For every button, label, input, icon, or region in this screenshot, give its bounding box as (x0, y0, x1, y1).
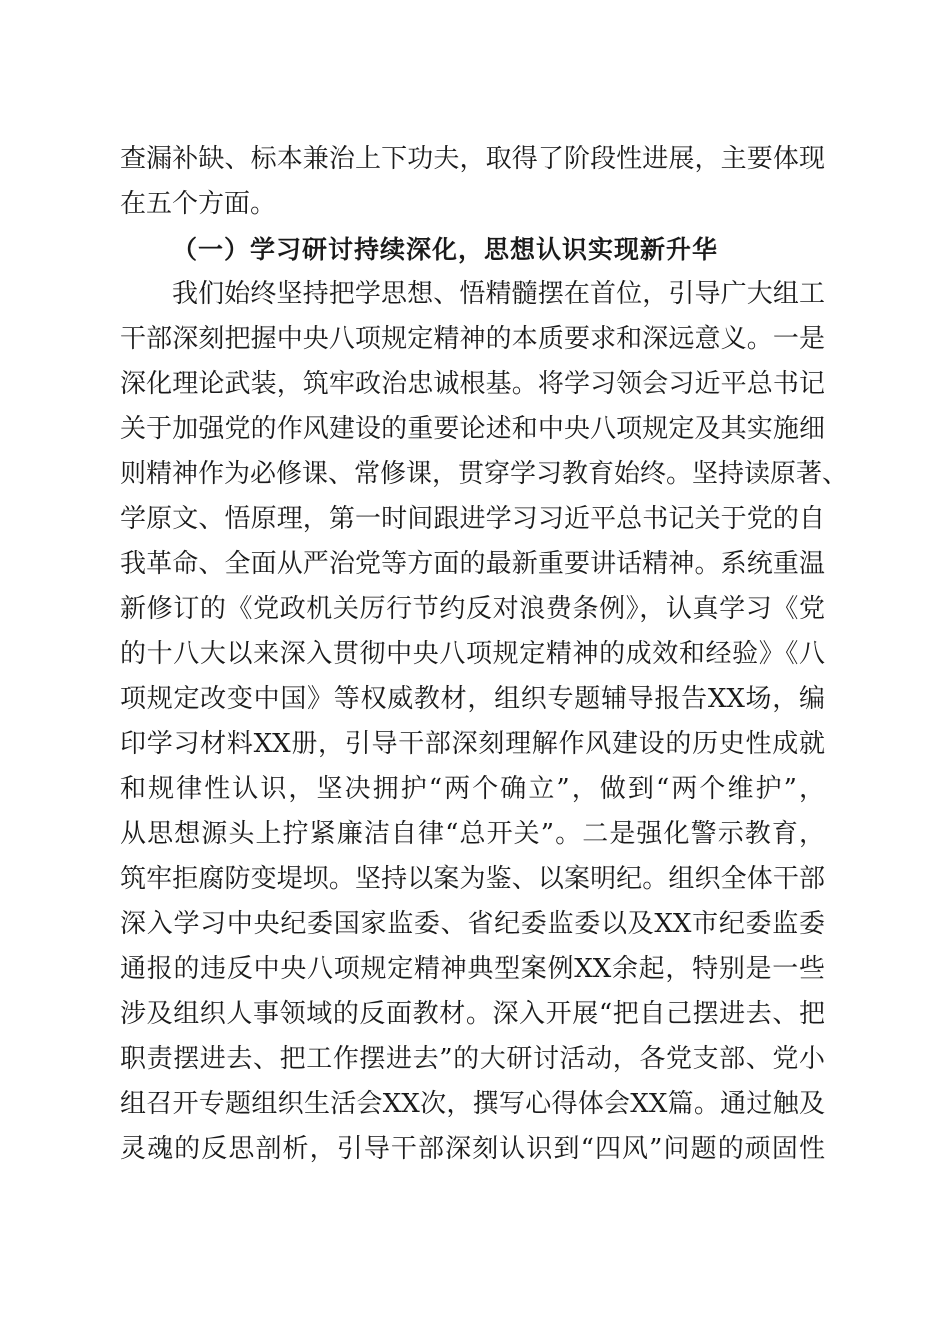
paragraph-line: 灵魂的反思剖析，引导干部深刻认识到“四风”问题的顽固性 (120, 1134, 825, 1164)
paragraph-line: 印学习材料XX册，引导干部深刻理解作风建设的历史性成就 (120, 729, 825, 759)
paragraph-line: 干部深刻把握中央八项规定精神的本质要求和深远意义。一是 (120, 324, 825, 354)
paragraph-line: 项规定改变中国》等权威教材，组织专题辅导报告XX场，编 (120, 684, 825, 714)
paragraph-line: 的十八大以来深入贯彻中央八项规定精神的成效和经验》《八 (120, 639, 825, 669)
paragraph-line: 和规律性认识，坚决拥护“两个确立”，做到“两个维护”， (120, 774, 825, 804)
paragraph-line: 深化理论武装，筑牢政治忠诚根基。将学习领会习近平总书记 (120, 369, 825, 399)
paragraph-line: 我革命、全面从严治党等方面的最新重要讲话精神。系统重温 (120, 549, 825, 579)
paragraph-line: 深入学习中央纪委国家监委、省纪委监委以及XX市纪委监委 (120, 909, 825, 939)
paragraph-line: 查漏补缺、标本兼治上下功夫，取得了阶段性进展，主要体现 (120, 144, 825, 174)
paragraph-line: 新修订的《党政机关厉行节约反对浪费条例》，认真学习《党 (120, 594, 825, 624)
paragraph-line: 职责摆进去、把工作摆进去”的大研讨活动，各党支部、党小 (120, 1044, 825, 1074)
paragraph-line: 关于加强党的作风建设的重要论述和中央八项规定及其实施细 (120, 414, 825, 444)
paragraph-line: 通报的违反中央八项规定精神典型案例XX余起，特别是一些 (120, 954, 825, 984)
paragraph-line: 学原文、悟原理，第一时间跟进学习习近平总书记关于党的自 (120, 504, 825, 534)
paragraph-line: 在五个方面。 (120, 189, 277, 219)
section-heading: （一）学习研讨持续深化，思想认识实现新升华 (172, 235, 719, 264)
paragraph-line: 从思想源头上拧紧廉洁自律“总开关”。二是强化警示教育， (120, 819, 825, 849)
document-body (120, 137, 849, 1172)
paragraph-line: 筑牢拒腐防变堤坝。坚持以案为鉴、以案明纪。组织全体干部 (120, 864, 825, 894)
paragraph-line: 组召开专题组织生活会XX次，撰写心得体会XX篇。通过触及 (120, 1089, 825, 1119)
paragraph-line: 我们始终坚持把学思想、悟精髓摆在首位，引导广大组工 (172, 279, 825, 309)
paragraph-line: 涉及组织人事领域的反面教材。深入开展“把自己摆进去、把 (120, 999, 825, 1029)
paragraph-line: 则精神作为必修课、常修课，贯穿学习教育始终。坚持读原著、 (120, 459, 849, 489)
